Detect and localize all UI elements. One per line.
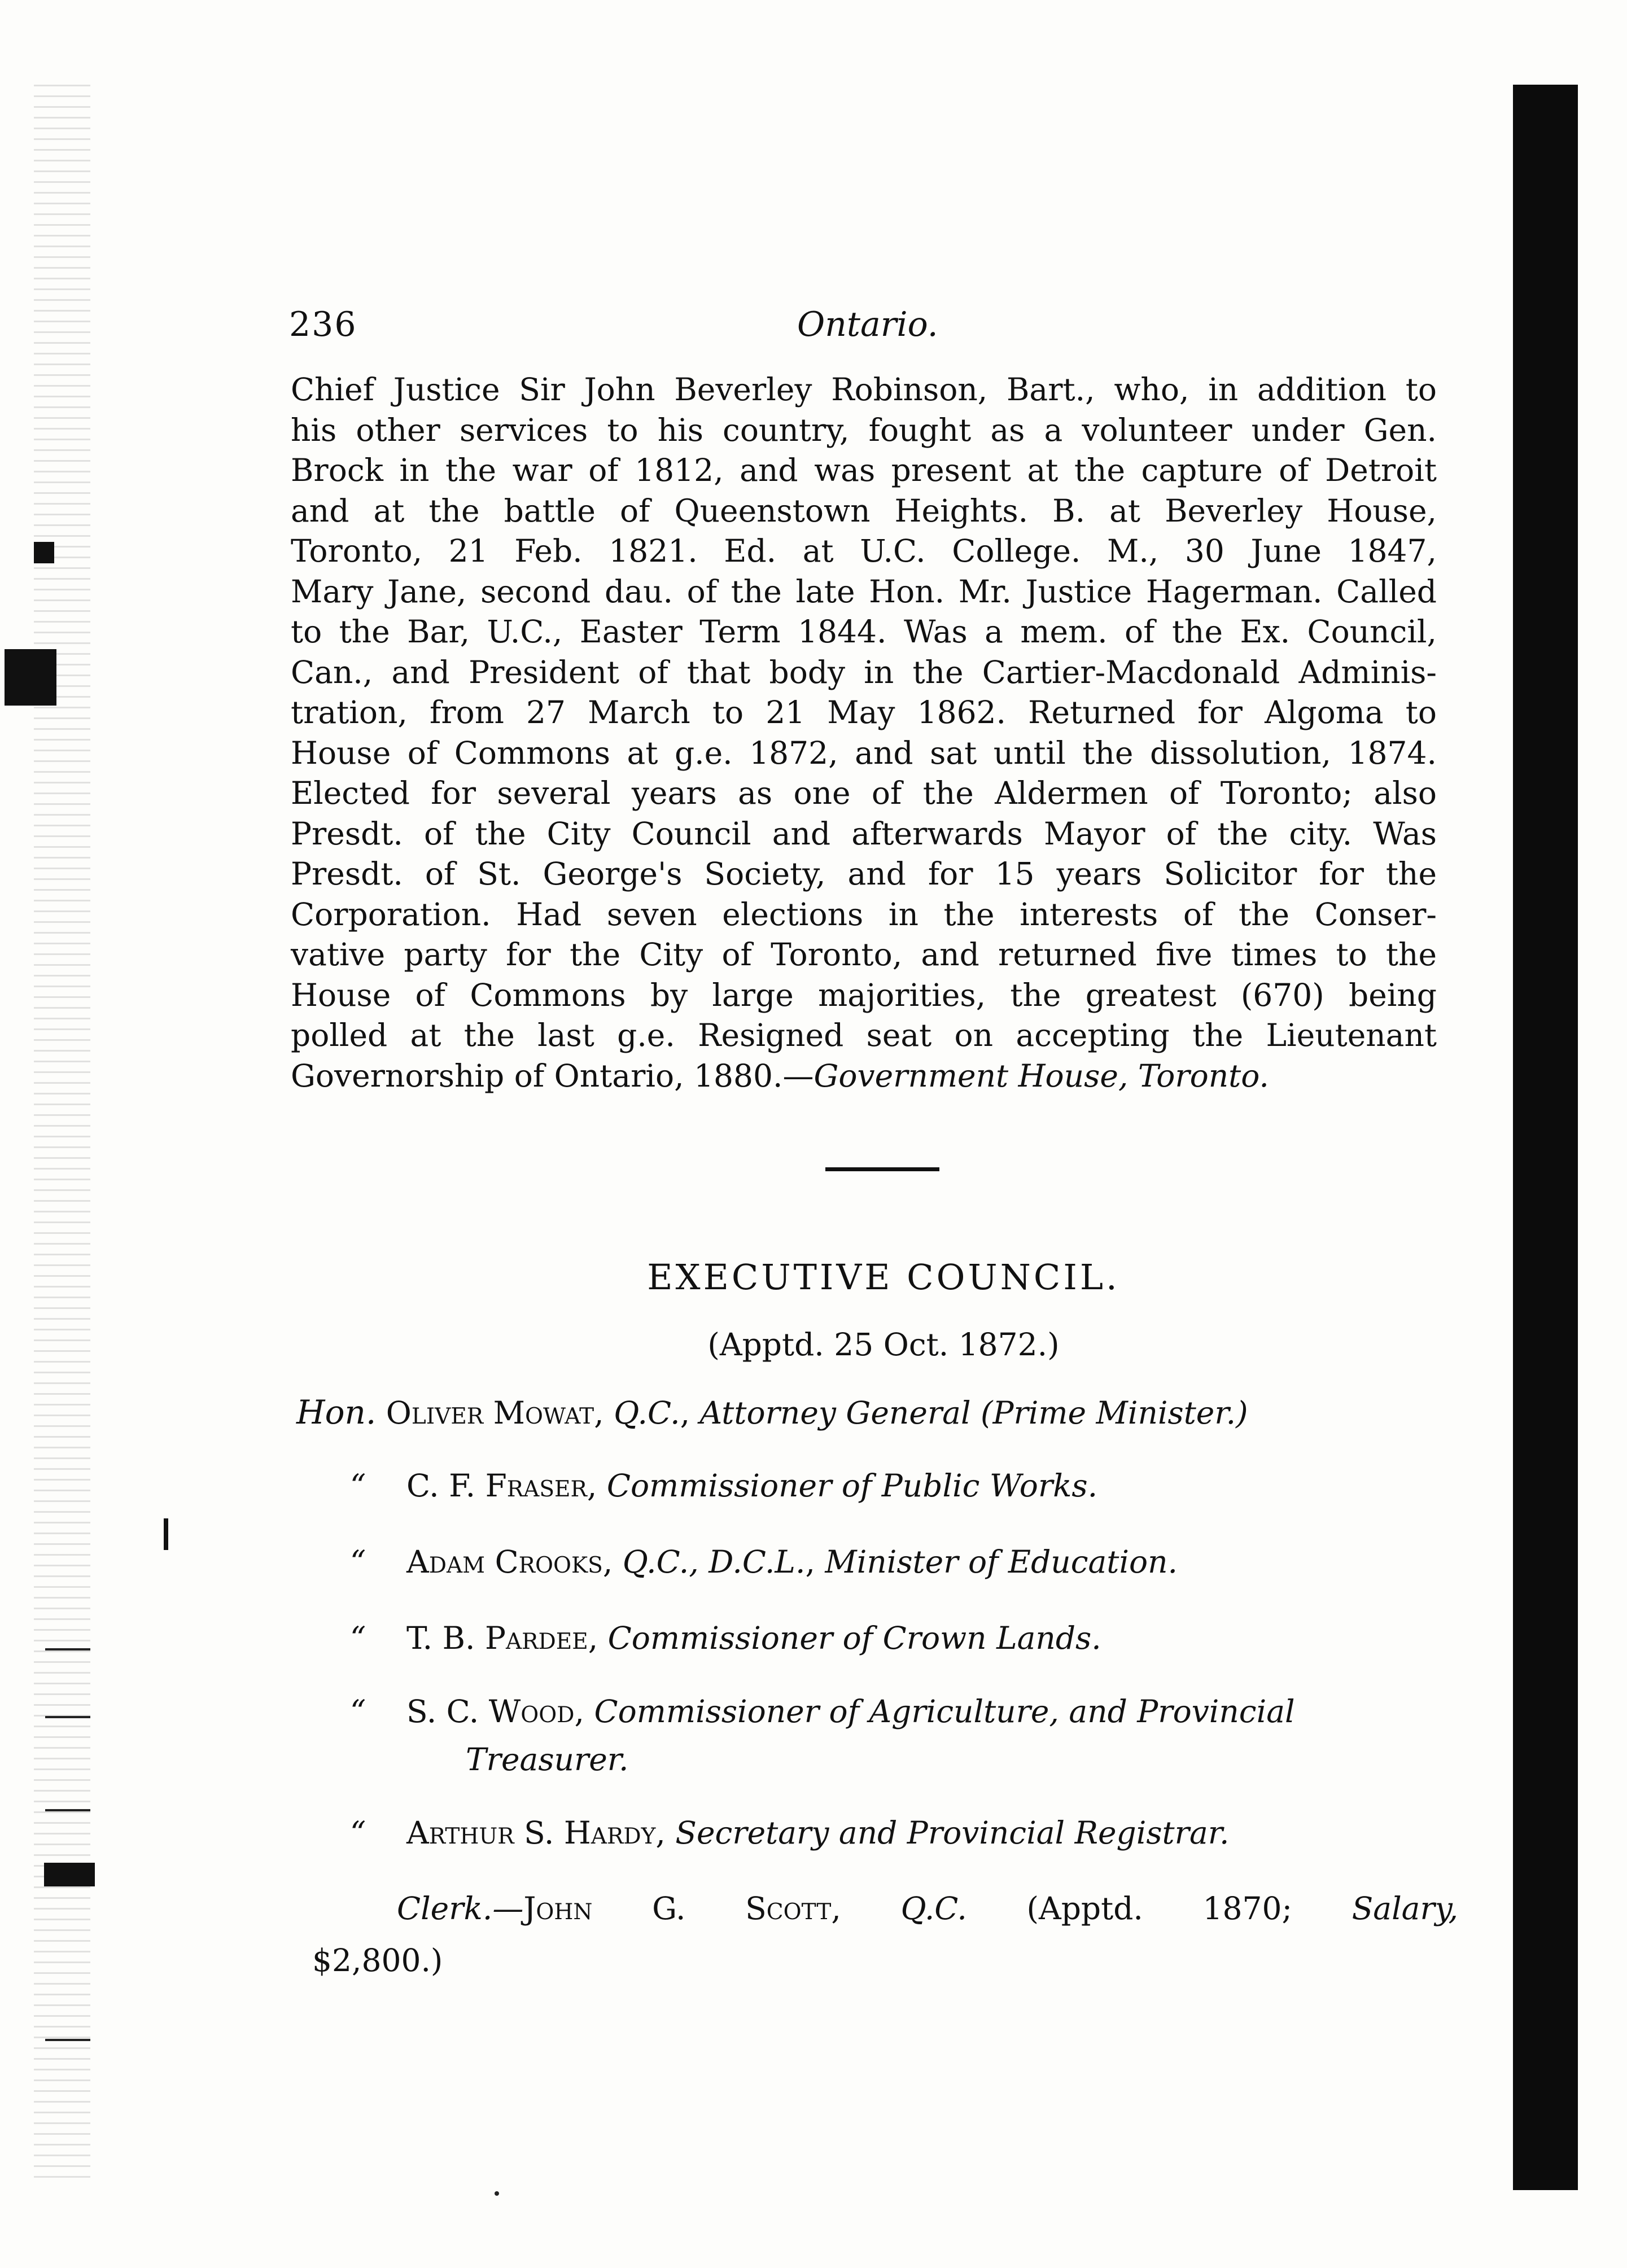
member-credentials: Q.C., D.C.L.: [622, 1544, 806, 1580]
ditto-mark: “: [350, 1544, 366, 1580]
scan-mark: [45, 1648, 90, 1650]
scan-mark: [45, 1809, 90, 1811]
text-line: Can., and President of that body in the Cartier-Macdonald Adminis-: [291, 654, 1437, 690]
member-name: T. B. Pardee: [406, 1620, 588, 1656]
text-line: Chief Justice Sir John Beverley Robinson, Bart., who, in addition to: [291, 371, 1437, 408]
text-line: Presdt. of St. George's Society, and for 15 years Solicitor for the: [291, 856, 1437, 892]
scan-mark: [34, 542, 54, 563]
member-name: S. C. Wood: [406, 1693, 575, 1730]
member-name: Arthur S. Hardy: [406, 1815, 656, 1851]
scan-mark: [44, 1863, 95, 1886]
clerk-entry: [312, 1882, 1458, 1986]
salary-value: $2,800.): [312, 1942, 443, 1978]
text-line: Mary Jane, second dau. of the late Hon. Mr. Justice Hagerman. Called: [291, 573, 1437, 610]
member-role-continued: Treasurer.: [466, 1741, 629, 1777]
council-member: “ Adam Crooks, Q.C., D.C.L., Minister of Education.: [350, 1544, 1178, 1580]
council-member: “ T. B. Pardee, Commissioner of Crown Lands.: [350, 1620, 1101, 1656]
member-role: Attorney General (Prime Minister.): [699, 1395, 1248, 1431]
text-line: tration, from 27 March to 21 May 1862. Returned for Algoma to: [291, 694, 1437, 730]
ditto-mark: “: [350, 1693, 366, 1730]
page-number: 236: [289, 305, 357, 344]
text-line: to the Bar, U.C., Easter Term 1844. Was a mem. of the Ex. Council,: [291, 614, 1437, 650]
scan-mark: [45, 2039, 90, 2041]
text-line: and at the battle of Queenstown Heights. B. at Beverley House,: [291, 492, 1437, 529]
text-line: Toronto, 21 Feb. 1821. Ed. at U.C. College. M., 30 June 1847,: [291, 533, 1437, 569]
ditto-mark: “: [350, 1620, 366, 1656]
text-line: House of Commons by large majorities, the greatest (670) being: [291, 977, 1437, 1013]
page-header: [289, 305, 1486, 356]
text-line: House of Commons at g.e. 1872, and sat until the dissolution, 1874.: [291, 734, 1437, 771]
member-role: Commissioner of Agriculture, and Provincial: [594, 1693, 1295, 1730]
member-role: Commissioner of Public Works.: [606, 1468, 1098, 1504]
ditto-mark: “: [350, 1815, 366, 1851]
member-name: Oliver Mowat: [386, 1395, 594, 1431]
member-role: Commissioner of Crown Lands.: [607, 1620, 1101, 1656]
appointment-date: (Apptd. 25 Oct. 1872.): [707, 1326, 1060, 1363]
council-member: “ C. F. Fraser, Commissioner of Public Works.: [350, 1468, 1098, 1504]
member-role: Secretary and Provincial Registrar.: [675, 1815, 1230, 1851]
biography-paragraph: [291, 370, 1437, 1096]
clerk-label: Clerk.—: [397, 1890, 524, 1927]
residence: Government House, Toronto.: [814, 1057, 1269, 1094]
section-divider: [825, 1167, 939, 1171]
member-name: Adam Crooks: [406, 1544, 603, 1580]
clerk-line: [312, 1882, 1458, 1934]
council-member: Hon. Oliver Mowat, Q.C., Attorney General (Prime Minister.): [296, 1393, 1248, 1431]
scan-mark: [5, 649, 56, 706]
text-line: Presdt. of the City Council and afterwards Mayor of the city. Was: [291, 815, 1437, 852]
scan-edge-shadow: [1513, 85, 1578, 2190]
running-title: Ontario.: [797, 305, 938, 344]
scan-mark: [164, 1518, 168, 1550]
section-title: EXECUTIVE COUNCIL.: [647, 1256, 1120, 1298]
clerk-credentials: Q.C.: [900, 1890, 967, 1927]
member-role: Minister of Education.: [825, 1544, 1178, 1580]
member-name: C. F. Fraser: [406, 1468, 587, 1504]
member-credentials: Q.C.: [614, 1395, 680, 1431]
text-line: his other services to his country, fought as a volunteer under Gen.: [291, 411, 1437, 448]
text-line-last: [291, 1056, 1437, 1097]
text-line: polled at the last g.e. Resigned seat on accepting the Lieutenant: [291, 1017, 1437, 1053]
text-line: Elected for several years as one of the Aldermen of Toronto; also: [291, 775, 1437, 811]
text-line: Corporation. Had seven elections in the interests of the Conser-: [291, 896, 1437, 932]
text-line: vative party for the City of Toronto, and returned five times to the: [291, 936, 1437, 973]
council-member: “ Arthur S. Hardy, Secretary and Provincial Registrar.: [350, 1815, 1230, 1851]
salary-label: Salary,: [1352, 1890, 1459, 1927]
last-line-text: Governorship of Ontario, 1880.—: [291, 1057, 814, 1094]
scan-dot: [495, 2191, 499, 2196]
hon-label: Hon.: [296, 1393, 377, 1431]
clerk-name: John G. Scott,: [523, 1890, 841, 1927]
council-member: “ S. C. Wood, Commissioner of Agriculture, and Provincial: [350, 1693, 1295, 1730]
scan-mark: [45, 1716, 90, 1718]
ditto-mark: “: [350, 1468, 366, 1504]
text-line: Brock in the war of 1812, and was present at the capture of Detroit: [291, 452, 1437, 488]
clerk-apptd: (Apptd. 1870;: [1026, 1890, 1293, 1927]
